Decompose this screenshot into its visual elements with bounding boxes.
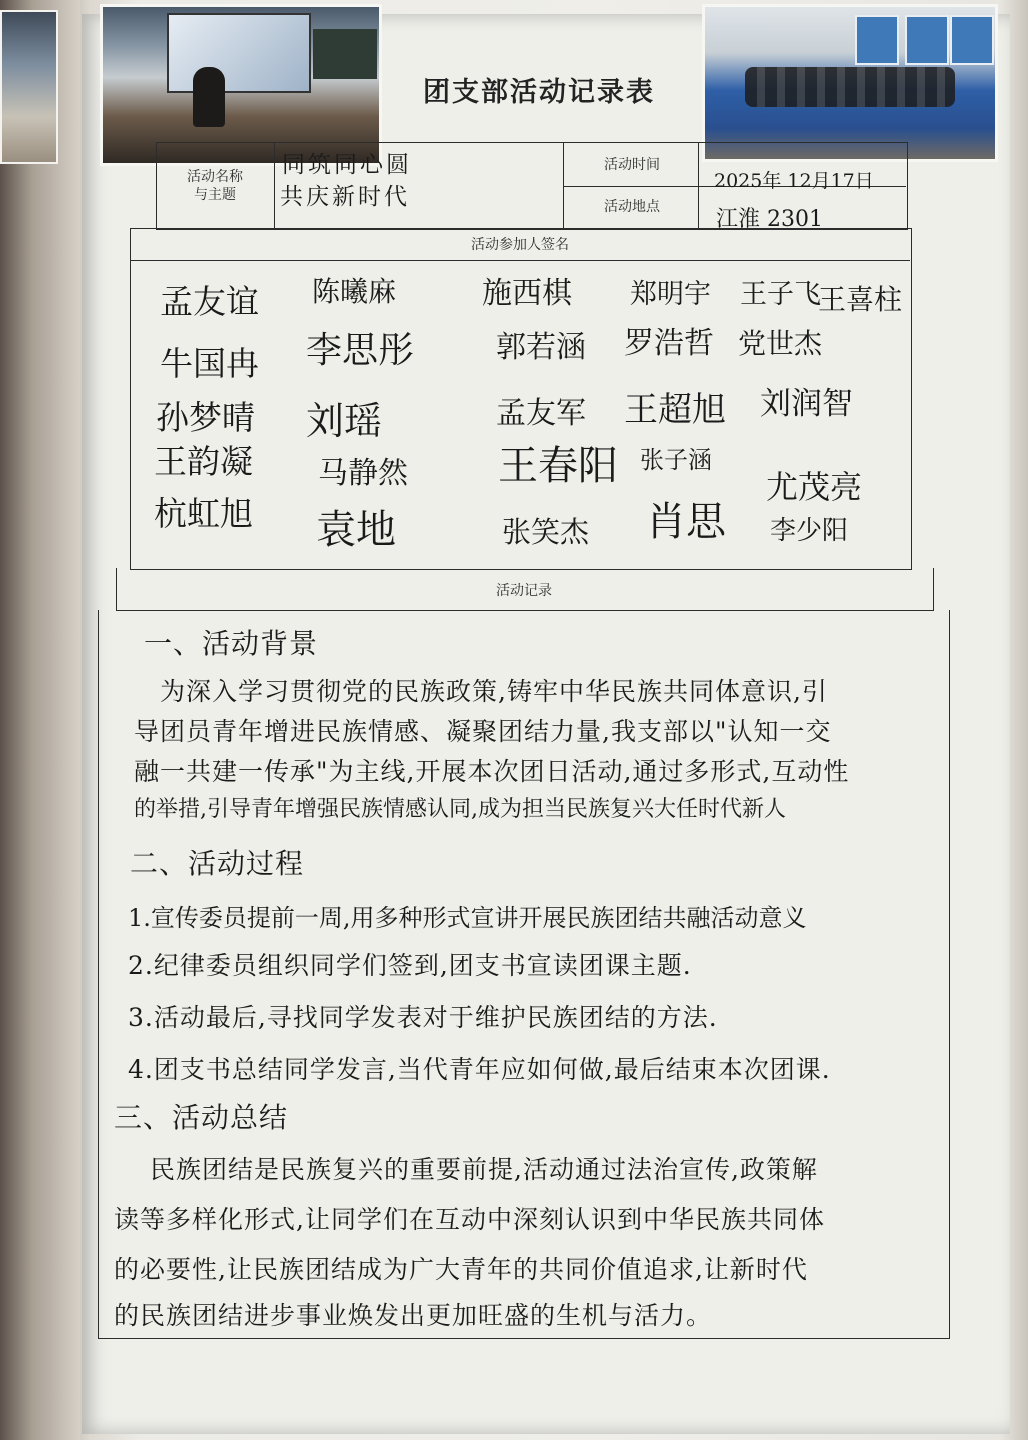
signature: 马静然	[318, 456, 408, 491]
activity-name-value-line2: 共庆新时代	[280, 184, 410, 210]
record-line: 3.活动最后,寻找同学发表对于维护民族团结的方法.	[128, 1003, 718, 1032]
record-line: 的举措,引导青年增强民族情感认同,成为担当民族复兴大任时代新人	[134, 797, 786, 822]
activity-time-value: 2025年 12月17日	[714, 170, 874, 192]
activity-time-label: 活动时间	[604, 157, 660, 173]
divider	[130, 260, 910, 261]
record-line: 导团员青年增进民族情感、凝聚团结力量,我支部以"认知一交	[134, 717, 832, 746]
speaker-figure	[193, 67, 225, 127]
participants-label: 活动参加人签名	[471, 237, 569, 253]
signature: 张子涵	[640, 446, 712, 474]
signature: 张笑杰	[502, 515, 590, 549]
divider	[698, 142, 699, 228]
projector-screen	[167, 13, 311, 93]
blackboard	[313, 29, 377, 79]
signature: 尤茂亮	[766, 468, 863, 506]
signature: 郑明宇	[630, 279, 711, 310]
signature: 肖思	[646, 499, 726, 545]
activity-name-value-line1: 同筑同心圆	[282, 152, 412, 178]
signature: 施西棋	[482, 276, 572, 311]
record-line: 为深入学习贯彻党的民族政策,铸牢中华民族共同体意识,引	[160, 677, 828, 706]
students-group	[745, 67, 955, 107]
page-title: 团支部活动记录表	[423, 77, 655, 108]
signature: 罗浩哲	[624, 326, 714, 361]
record-line: 读等多样化形式,让同学们在互动中深刻认识到中华民族共同体	[114, 1205, 825, 1234]
signature: 牛国冉	[160, 344, 259, 383]
signature: 陈曦麻	[312, 275, 397, 308]
divider	[563, 142, 564, 228]
activity-place-value: 江淮 2301	[716, 207, 823, 232]
signature: 郭若涵	[496, 330, 586, 365]
signature: 党世杰	[738, 327, 823, 360]
signature: 孟友军	[496, 396, 586, 431]
signature: 杭虹旭	[154, 494, 253, 533]
signature: 王喜柱	[818, 283, 903, 316]
signature: 王春阳	[498, 443, 618, 489]
classroom-window	[950, 15, 994, 65]
section-heading-process: 二、活动过程	[130, 847, 305, 880]
activity-place-label: 活动地点	[604, 199, 660, 215]
activity-name-label: 活动名称 与主题	[187, 169, 243, 203]
activity-photo-right	[702, 4, 998, 162]
section-heading-summary: 三、活动总结	[114, 1101, 289, 1134]
signature: 李少阳	[770, 516, 849, 546]
signature: 刘润智	[760, 386, 853, 422]
previous-page-photo	[0, 10, 58, 164]
record-line: 2.纪律委员组织同学们签到,团支书宣读团课主题.	[128, 951, 692, 980]
signature: 刘瑶	[306, 399, 383, 443]
signature: 王韵凝	[154, 442, 253, 481]
signature: 孟友谊	[160, 282, 259, 321]
divider	[274, 142, 275, 228]
signature: 孙梦晴	[156, 398, 255, 437]
record-line: 的必要性,让民族团结成为广大青年的共同价值追求,让新时代	[114, 1255, 808, 1284]
record-line: 的民族团结进步事业焕发出更加旺盛的生机与活力。	[114, 1301, 713, 1330]
previous-page	[0, 0, 80, 1440]
record-line: 4.团支书总结同学发言,当代青年应如何做,最后结束本次团课.	[128, 1055, 831, 1084]
classroom-window	[905, 15, 949, 65]
signature: 王超旭	[624, 390, 726, 430]
record-line: 1.宣传委员提前一周,用多种形式宣讲开展民族团结共融活动意义	[128, 904, 807, 932]
signature: 袁地	[316, 507, 396, 553]
section-heading-background: 一、活动背景	[144, 627, 319, 660]
record-line: 融一共建一传承"为主线,开展本次团日活动,通过多形式,互动性	[134, 757, 850, 786]
signature: 李思彤	[306, 330, 415, 371]
record-label: 活动记录	[496, 583, 552, 599]
signature: 王子飞	[740, 279, 821, 310]
classroom-window	[855, 15, 899, 65]
record-line: 民族团结是民族复兴的重要前提,活动通过法治宣传,政策解	[150, 1155, 818, 1184]
